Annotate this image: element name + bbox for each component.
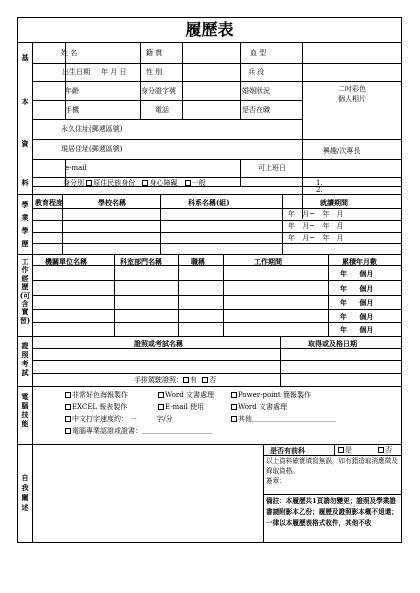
section-basic-4: 料 [21, 178, 29, 187]
label-start-date: 可上班日 [258, 164, 286, 172]
form-title: 履歷表 [185, 20, 234, 39]
skill-powerpoint [231, 391, 311, 400]
declaration-text: 以上資料確實填寫無誤，如有錯造取消應徵及錄取資格。 [266, 457, 398, 475]
curr-zip-text: (郵遞區號) [89, 145, 123, 153]
divider-computer-intro [18, 444, 401, 445]
label-poster: 非常好色海報製作 [72, 391, 128, 399]
checkbox-disability[interactable] [142, 180, 148, 186]
divider-work-cert [18, 336, 401, 337]
work-cumulative-3[interactable]: 年 個月 [340, 298, 374, 307]
field-mobile[interactable] [88, 101, 140, 119]
skill-poster [65, 391, 128, 400]
checkbox-criminal-no[interactable] [378, 447, 384, 453]
skill-word-1 [158, 391, 214, 400]
field-perm-addr[interactable] [138, 120, 301, 138]
section-basic-1: 基 [21, 53, 29, 62]
field-age[interactable] [88, 82, 140, 100]
field-id-no[interactable] [182, 82, 240, 100]
label-criminal-yes: 是 [345, 446, 352, 454]
label-email: e-mail [65, 164, 87, 172]
work-cumulative-5[interactable]: 年 個月 [340, 325, 374, 334]
label-mobile: 手機 [65, 106, 79, 114]
field-birth[interactable]: 年 月 日 [101, 68, 127, 76]
label-employed: 是否在職 [242, 106, 270, 114]
cert-license-row [134, 376, 216, 385]
criminal-label: 是否有前科 [270, 446, 305, 455]
label-phone: 電話 [155, 106, 169, 114]
divider-basic-edu [18, 194, 401, 195]
label-indigenous: 原住民族身份 [93, 179, 136, 187]
cert-license-label: 手排駕駛證照： [134, 376, 183, 384]
work-cumulative-1[interactable]: 年 個月 [340, 269, 374, 278]
work-header-dept: 科室部門名稱 [120, 257, 162, 266]
label-origin: 籍 貫 [146, 49, 163, 57]
checkbox-other[interactable] [231, 416, 237, 422]
section-basic-3: 資 [21, 139, 29, 148]
label-name: 姓 名 [61, 49, 78, 57]
edu-period-2[interactable]: 年 月~ 年 月 [288, 222, 344, 230]
label-email-skill: E-mail 使用 [165, 403, 205, 411]
signature-label: 簽章： [266, 477, 286, 485]
skill-excel [65, 403, 127, 412]
divider-edu-work [18, 254, 401, 255]
label-disability: 身心障礙 [149, 179, 178, 187]
skill-email [158, 403, 204, 412]
label-column-divider [32, 43, 33, 543]
section-basic-2: 本 [21, 97, 29, 106]
field-blood[interactable] [302, 44, 401, 62]
label-license-yes: 有 [190, 376, 197, 384]
field-marital[interactable] [278, 82, 302, 100]
field-phone[interactable] [182, 101, 240, 119]
divider-cert-computer [18, 386, 401, 387]
label-curr-addr [61, 145, 122, 154]
other-underline[interactable]: ＿＿＿＿＿＿＿＿＿＿＿＿ [252, 415, 336, 423]
label-typing: 中文打字速度約： [72, 415, 128, 423]
checkbox-email[interactable] [158, 404, 164, 410]
label-perm-addr [61, 125, 122, 134]
hobby-option-2[interactable]: 2. [316, 186, 323, 194]
checkbox-poster[interactable] [65, 392, 71, 398]
skill-other [231, 415, 336, 424]
checkbox-license-yes[interactable] [183, 377, 189, 383]
identity-row [63, 179, 206, 188]
field-origin[interactable] [182, 44, 240, 62]
work-cumulative-2[interactable]: 年 個月 [340, 284, 374, 293]
field-name[interactable] [65, 44, 140, 62]
label-criminal-no: 否 [385, 446, 393, 454]
label-word-2: Word 文書處理 [238, 403, 287, 411]
skill-license [65, 427, 212, 436]
edu-header-dept: 科系名稱(組) [188, 198, 230, 207]
edu-header-level: 教育程度 [35, 198, 63, 207]
label-excel: EXCEL 報表製作 [72, 403, 128, 411]
checkbox-criminal-yes[interactable] [338, 447, 344, 453]
checkbox-excel[interactable] [65, 404, 71, 410]
label-word-1: Word 文書處理 [165, 391, 214, 399]
title-divider [18, 42, 401, 43]
checkbox-general[interactable] [185, 180, 191, 186]
label-id-no: 身分證字號 [141, 87, 176, 95]
field-curr-addr[interactable] [138, 140, 301, 158]
checkbox-powerpoint[interactable] [231, 392, 237, 398]
field-sex[interactable] [182, 64, 240, 81]
label-license-no: 否 [209, 376, 217, 384]
perm-zip-text: (郵遞區號) [89, 125, 123, 133]
skill-word-2 [231, 403, 287, 412]
checkbox-word-1[interactable] [158, 392, 164, 398]
label-other: 其他 [238, 415, 252, 423]
section-education: 學業學歷 [21, 200, 29, 248]
label-typing-unit: 字/分 [156, 415, 173, 423]
label-military: 兵 役 [248, 68, 265, 76]
label-powerpoint: Power-point 簡報製作 [238, 391, 311, 399]
resume-form [17, 17, 402, 543]
typing-speed-field[interactable]: － [130, 415, 138, 423]
work-cumulative-4[interactable]: 年 個月 [340, 312, 374, 321]
checkbox-computer-license[interactable] [65, 428, 71, 434]
work-header-title: 職稱 [191, 257, 205, 266]
checkbox-word-2[interactable] [231, 404, 237, 410]
field-employed[interactable] [278, 101, 302, 119]
edu-header-school: 學校名稱 [98, 198, 126, 207]
section-computer: 電腦技能 [21, 392, 29, 428]
perm-addr-text: 永久住址 [61, 125, 89, 133]
checkbox-typing[interactable] [65, 416, 71, 422]
edu-period-1[interactable]: 年 月~ 年 月 [288, 210, 344, 218]
criminal-options [338, 446, 392, 455]
edu-header-period: 就讀期間 [320, 198, 348, 207]
cert-header-name: 證照或考試名稱 [134, 339, 183, 348]
label-computer-license: 電腦專業認證或證書： [72, 427, 142, 435]
computer-license-underline[interactable]: ＿＿＿＿＿＿＿＿＿＿ [142, 427, 212, 435]
photo-placeholder: 二吋彩色 個人相片 [338, 85, 366, 103]
checkbox-license-no[interactable] [202, 377, 208, 383]
skill-typing [65, 415, 173, 424]
checkbox-indigenous[interactable] [86, 180, 92, 186]
label-age: 年齡 [65, 87, 79, 95]
label-general: 一般 [191, 179, 206, 187]
section-intro: 自我闡述 [21, 473, 29, 512]
section-work: 工作經歷(可含實習) [19, 257, 31, 325]
label-identity: 身分別 [63, 179, 84, 187]
label-hobby: 興趣/次專長 [323, 147, 361, 155]
section-cert: 證照考試 [21, 341, 29, 377]
label-marital: 婚姻狀況 [242, 87, 270, 95]
curr-addr-text: 現居住址 [61, 145, 89, 153]
label-birth: 出生日期 [62, 68, 90, 76]
work-header-cumulative: 累積年月數 [342, 257, 377, 266]
work-header-period: 工作期間 [254, 257, 282, 266]
edu-period-3[interactable]: 年 月~ 年 月 [288, 234, 344, 242]
cert-header-date: 取得或及格日期 [308, 339, 357, 348]
label-blood: 血 型 [250, 49, 267, 57]
work-header-org: 機關單位名稱 [45, 257, 87, 266]
hobby-option-1[interactable]: 1. [316, 179, 323, 187]
field-military[interactable] [282, 64, 302, 81]
field-email[interactable] [98, 160, 240, 177]
remarks-text: 備註：本履歷共1頁請勿變更；證照及學業證書請附影本乙份；履歷及證照影本概不退還；一律以本履歷表格式收件，其他不收 [266, 497, 398, 527]
label-sex: 性 別 [146, 68, 163, 76]
